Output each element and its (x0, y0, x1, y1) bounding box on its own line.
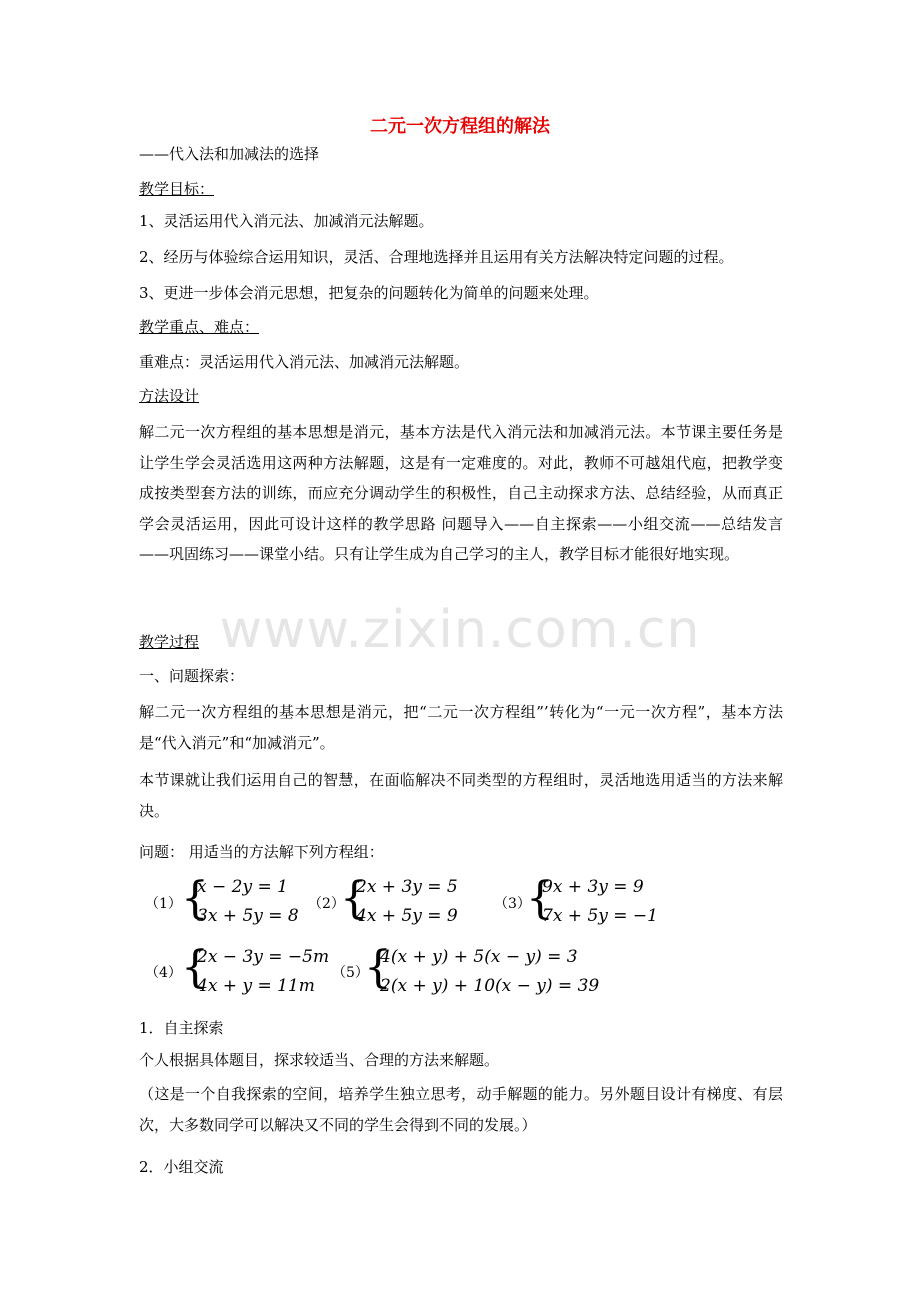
system-label: （4） (145, 965, 182, 981)
equation-2: 2(x + y) + 10(x − y) = 39 (380, 976, 600, 996)
equation-1: 2x − 3y = −5m (197, 947, 330, 967)
equation-2: 3x + 5y = 8 (197, 906, 299, 926)
equation-2: 4x + y = 11m (197, 976, 315, 996)
equation-2: 7x + 5y = −1 (542, 906, 658, 926)
step-2-heading: 2．小组交流 (139, 1158, 224, 1176)
goal-2: 2、经历与体验综合运用知识，灵活、合理地选择并且运用有关方法解决特定问题的过程。 (139, 248, 734, 266)
system-label: （2） (308, 896, 345, 912)
system-label: （5） (332, 965, 369, 981)
equation-1: 2x + 3y = 5 (356, 877, 458, 897)
method-paragraph: 解二元一次方程组的基本思想是消元，基本方法是代入消元法和加减消元法。本节课主要任务是让学生学会灵活选用这两种方法解题，这是有一定难度的。对此，教师不可越俎代庖，把教学变成按类型套方法的训练，而应充分调动学生的积极性，自己主动探求方法、总结经验，从而真正学会灵活运用，因此可设计这样的教学思路 问题导入——自主探索——小组交流——总结发言——巩固练习——课堂小结。只有让学生成为自己学习的主人，教学目标才能很好地实现。 (139, 423, 783, 563)
goals-heading: 教学目标： (139, 180, 215, 198)
paragraph-2: 本节课就让我们运用自己的智慧，在面临解决不同类型的方程组时，灵活地选用适当的方法来解决。 (139, 771, 783, 820)
step-1-heading: 1．自主探索 (139, 1019, 224, 1037)
system-label: （1） (145, 896, 182, 912)
key-text: 重难点：灵活运用代入消元法、加减消元法解题。 (139, 353, 470, 371)
goal-1: 1、灵活运用代入消元法、加减消元法解题。 (139, 212, 434, 230)
brace-icon: { (181, 942, 209, 993)
paragraph-1: 解二元一次方程组的基本思想是消元，把“二元一次方程组”’转化为“一元一次方程”，基本方法是“代入消元”和“加减消元”。 (139, 703, 783, 752)
equation-1: 4(x + y) + 5(x − y) = 3 (380, 947, 578, 967)
subtitle: ——代入法和加减法的选择 (139, 145, 320, 163)
section-1-heading: 一、问题探索： (139, 667, 245, 685)
step-1-text: 个人根据具体题目，探求较适当、合理的方法来解题。 (139, 1051, 500, 1069)
goal-3: 3、更进一步体会消元思想，把复杂的问题转化为简单的问题来处理。 (139, 284, 599, 302)
brace-icon: { (526, 873, 554, 924)
brace-icon: { (181, 873, 209, 924)
step-1-note: （这是一个自我探索的空间，培养学生独立思考，动手解题的能力。另外题目设计有梯度、有层次，大多数同学可以解决又不同的学生会得到不同的发展。） (139, 1085, 783, 1134)
equation-2: 4x + 5y = 9 (356, 906, 458, 926)
watermark: www.zixin.com.cn (219, 600, 701, 660)
brace-icon: { (340, 873, 368, 924)
equation-1: x − 2y = 1 (197, 877, 288, 897)
brace-icon: { (364, 942, 392, 993)
system-label: （3） (494, 896, 531, 912)
document-title: 二元一次方程组的解法 (370, 116, 550, 137)
equation-1: 9x + 3y = 9 (542, 877, 644, 897)
problem-statement: 问题： 用适当的方法解下列方程组： (139, 843, 384, 861)
method-heading: 方法设计 (139, 387, 200, 405)
process-heading: 教学过程 (139, 633, 200, 651)
key-heading: 教学重点、难点： (139, 318, 260, 336)
